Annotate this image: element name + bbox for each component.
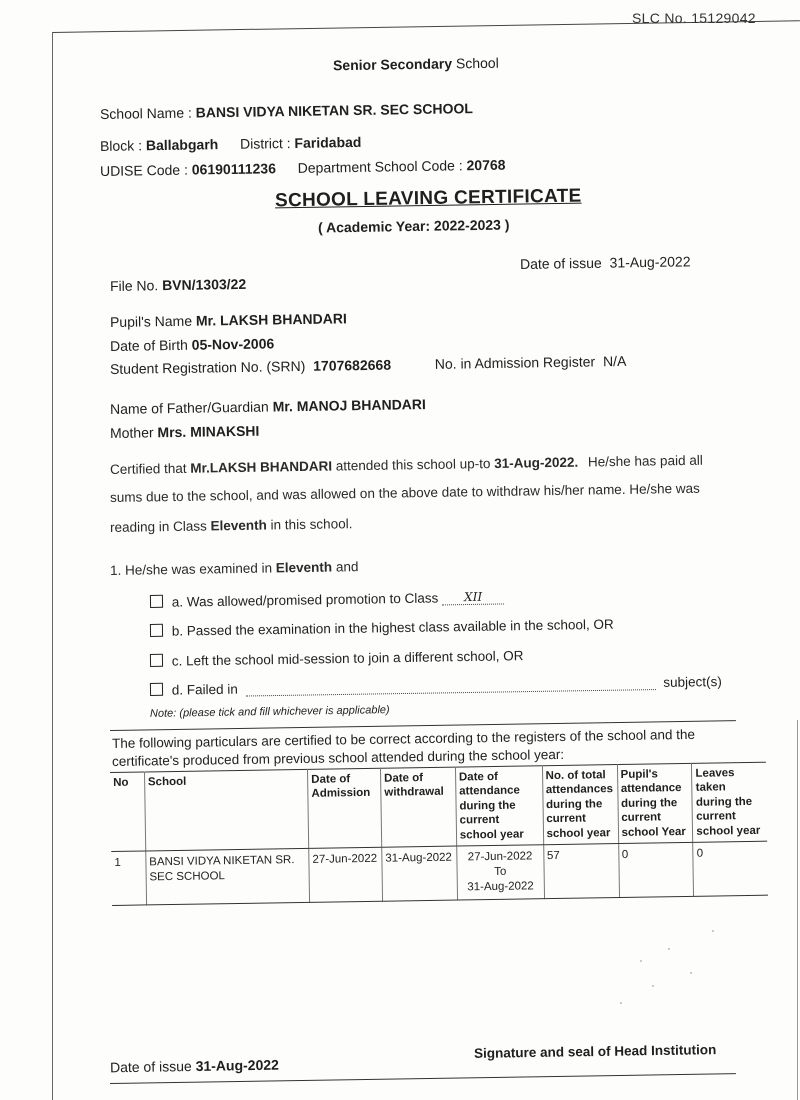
examined-line <box>110 559 359 578</box>
certificate-title: SCHOOL LEAVING CERTIFICATE <box>274 185 582 212</box>
certified-date: 31-Aug-2022. <box>494 454 579 471</box>
cell-att-to: 31-Aug-2022 <box>467 880 534 894</box>
table-header-row <box>110 762 767 851</box>
father-value: Mr. MANOJ BHANDARI <box>272 396 426 415</box>
certified-line-2: sums due to the school, and was allowed on the above date to withdraw his/her name. He/she was <box>109 480 700 505</box>
certified-text-c: He/she has paid all <box>587 452 703 470</box>
cell-school: BANSI VIDYA NIKETAN SR. SEC SCHOOL <box>146 848 310 904</box>
certified-class-text-b: in this school. <box>270 516 353 533</box>
failed-subjects-field[interactable] <box>246 689 656 696</box>
table-row <box>111 841 768 905</box>
srn-value: 1707682668 <box>313 356 392 374</box>
option-b-checkbox[interactable] <box>150 624 163 637</box>
option-a-checkbox[interactable] <box>150 595 163 608</box>
option-c <box>150 648 524 669</box>
udise-value: 06190111236 <box>191 160 277 178</box>
cell-leaves: 0 <box>693 841 768 896</box>
option-a-value[interactable]: XII <box>442 589 504 605</box>
academic-year-value: 2022-2023 <box>433 216 502 234</box>
paper-edge-right <box>797 720 798 1100</box>
school-type <box>333 55 499 74</box>
cell-withdrawal: 31-Aug-2022 <box>382 846 458 901</box>
paper-edge-left <box>52 32 53 1100</box>
cell-admission: 27-Jun-2022 <box>309 847 383 902</box>
option-d <box>150 674 722 698</box>
certified-text-a: Certified that <box>109 460 187 477</box>
bottom-rule <box>110 1073 736 1084</box>
mother-label: Mother <box>109 424 154 441</box>
cell-total-attendances: 57 <box>543 843 619 898</box>
dept-code-value: 20768 <box>466 156 506 174</box>
footer-date-label: Date of issue <box>109 1058 192 1076</box>
slc-number: SLC No. 15129042 <box>632 10 756 26</box>
school-name-value: BANSI VIDYA NIKETAN SR. SEC SCHOOL <box>195 100 473 121</box>
particulars-intro-1: The following particulars are certified to be correct according to the registers of the school and the <box>111 726 696 751</box>
file-no-value: BVN/1303/22 <box>161 275 247 294</box>
block-value: Ballabgarh <box>145 136 219 154</box>
th-withdrawal: Date of withdrawal <box>380 767 456 847</box>
option-a-label: a. Was allowed/promised promotion to Class <box>171 590 439 610</box>
certified-name: Mr.LAKSH BHANDARI <box>190 458 333 476</box>
particulars-table <box>110 762 768 906</box>
option-d-suffix: subject(s) <box>663 674 722 690</box>
certified-line-1 <box>110 453 703 477</box>
academic-year-close: ) <box>504 216 510 233</box>
school-type-prefix: Senior Secondary <box>332 55 453 74</box>
th-pupil-attendance: Pupil's attendance during the current school Year <box>617 763 693 843</box>
option-c-label: c. Left the school mid-session to join a different school, OR <box>171 648 524 669</box>
srn-label: Student Registration No. (SRN) <box>109 357 306 377</box>
dob-label: Date of Birth <box>109 336 188 354</box>
admission-no-label: No. in Admission Register <box>434 353 596 372</box>
pupil-name-value: Mr. LAKSH BHANDARI <box>195 310 347 329</box>
dept-code-label: Department School Code : <box>297 157 463 176</box>
examined-text-a: 1. He/she was examined in <box>109 560 273 578</box>
district-value: Faridabad <box>294 133 362 151</box>
footer-date-value: 31-Aug-2022 <box>195 1056 279 1074</box>
academic-year <box>318 216 510 235</box>
certified-line-3 <box>110 516 353 535</box>
th-total-attendances: No. of total attendances during the current school year <box>542 765 618 845</box>
th-attendance-dates: Date of attendance during the current school year <box>455 766 543 846</box>
th-no: No <box>110 772 146 851</box>
certified-class-text-a: reading in Class <box>109 518 207 535</box>
file-no-label: File No. <box>109 277 159 294</box>
cell-pupil-attendance: 0 <box>618 842 694 897</box>
certified-class: Eleventh <box>210 517 267 534</box>
th-admission: Date of Admission <box>308 768 382 848</box>
certified-text-b: attended this school up-to <box>335 456 491 474</box>
cell-no: 1 <box>111 851 146 905</box>
signature-label: Signature and seal of Head Institution <box>473 1042 717 1061</box>
school-type-suffix: School <box>455 54 499 72</box>
mother-value: Mrs. MINAKSHI <box>157 422 260 441</box>
option-b <box>150 617 614 639</box>
cell-att-from: 27-Jun-2022 <box>467 850 533 864</box>
examined-class: Eleventh <box>275 559 333 576</box>
dob-line <box>110 335 274 354</box>
examined-text-b: and <box>335 559 359 575</box>
file-no <box>110 276 246 294</box>
date-of-issue <box>520 253 691 272</box>
option-b-label: b. Passed the examination in the highest class available in the school, OR <box>171 616 614 639</box>
dob-value: 05-Nov-2006 <box>191 335 275 353</box>
cell-attendance-dates <box>457 845 545 900</box>
date-of-issue-label: Date of issue <box>519 254 602 272</box>
block-label: Block : <box>99 137 143 154</box>
srn-line <box>110 353 627 377</box>
father-line <box>110 396 426 417</box>
school-name-line <box>100 100 473 122</box>
particulars-intro-2: certificate's produced from previous school attended during the school year: <box>111 746 565 769</box>
th-school: School <box>144 769 309 850</box>
udise-line <box>100 157 506 179</box>
th-leaves: Leaves taken during the current school year <box>692 762 767 842</box>
school-name-label: School Name : <box>99 104 192 122</box>
note: Note: (please tick and fill whichever is applicable) <box>149 704 390 720</box>
footer-date <box>110 1057 279 1076</box>
cell-att-to-word: To <box>494 865 507 878</box>
option-c-checkbox[interactable] <box>150 654 163 667</box>
district-label: District : <box>239 135 291 152</box>
option-d-checkbox[interactable] <box>150 683 163 696</box>
pupil-name-label: Pupil's Name <box>109 312 193 330</box>
udise-label: UDISE Code : <box>99 161 189 179</box>
pupil-name-line <box>110 310 347 330</box>
block-district-line <box>100 134 362 154</box>
date-of-issue-value: 31-Aug-2022 <box>609 253 691 271</box>
academic-year-open: ( Academic Year: <box>317 217 431 236</box>
mother-line <box>110 423 260 441</box>
option-a <box>150 589 504 610</box>
admission-no-value: N/A <box>602 352 627 370</box>
father-label: Name of Father/Guardian <box>109 398 269 417</box>
option-d-label: d. Failed in <box>171 681 238 698</box>
